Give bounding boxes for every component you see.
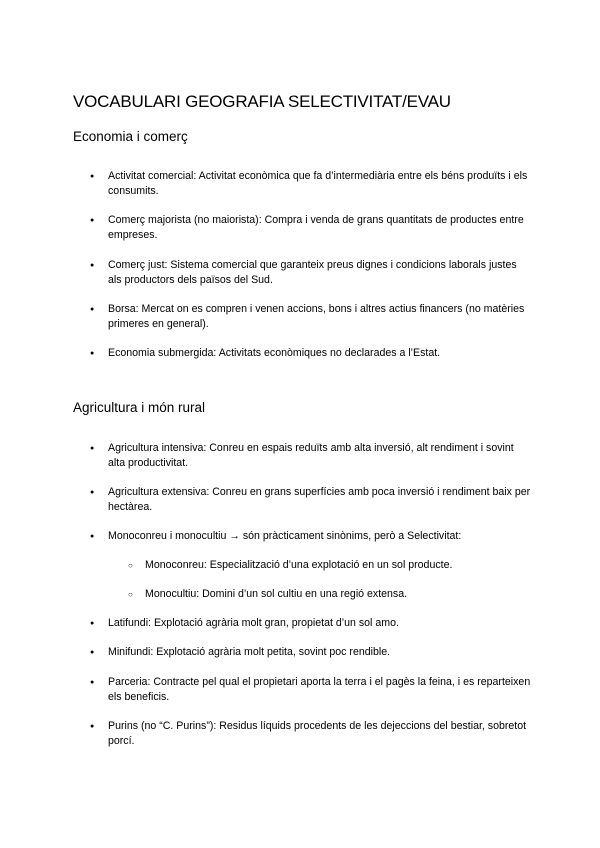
list-item: ● Agricultura intensiva: Conreu en espais reduïts amb alta inversió, alt rendiment i sovint alta productivitat. xyxy=(108,441,533,471)
list-item: ● Comerç just: Sistema comercial que garanteix preus dignes i condicions laborals justes als productors dels països del Sud. xyxy=(108,258,533,288)
list-item: ● Minifundi: Explotació agrària molt petita, sovint poc rendible. xyxy=(108,645,533,660)
section-heading-economia: Economia i comerç xyxy=(73,129,188,144)
list-item: ● Agricultura extensiva: Conreu en grans superfícies amb poca inversió i rendiment baix per hectàrea. xyxy=(108,485,533,515)
list-item: ● Economia submergida: Activitats econòmiques no declarades a l’Estat. xyxy=(108,346,533,361)
list-item: ● Comerç majorista (no maiorista): Compra i venda de grans quantitats de productes entre empreses. xyxy=(108,213,533,243)
list-item: ● Monoconreu i monocultiu → són pràcticament sinònims, però a Selectivitat: xyxy=(108,529,533,544)
document-title: VOCABULARI GEOGRAFIA SELECTIVITAT/EVAU xyxy=(73,92,451,111)
section-heading-agricultura: Agricultura i món rural xyxy=(73,400,206,415)
list-item: ● Borsa: Mercat on es compren i venen accions, bons i altres actius financers (no matèries primeres en general). xyxy=(108,302,533,332)
list-item: ● Activitat comercial: Activitat econòmica que fa d’intermediària entre els béns produïts i els consumits. xyxy=(108,169,533,199)
sub-list-item: ○ Monoconreu: Especialització d’una explotació en un sol producte. xyxy=(145,558,535,573)
list-item: ● Parceria: Contracte pel qual el propietari aporta la terra i el pagès la feina, i es reparteixen els beneficis. xyxy=(108,675,533,705)
sub-list-item: ○ Monocultiu: Domini d’un sol cultiu en una regió extensa. xyxy=(145,587,535,602)
list-item: ● Purins (no “C. Purins”): Residus líquids procedents de les dejeccions del bestiar, sobretot porcí. xyxy=(108,719,533,749)
list-item: ● Latifundi: Explotació agrària molt gran, propietat d’un sol amo. xyxy=(108,616,533,631)
